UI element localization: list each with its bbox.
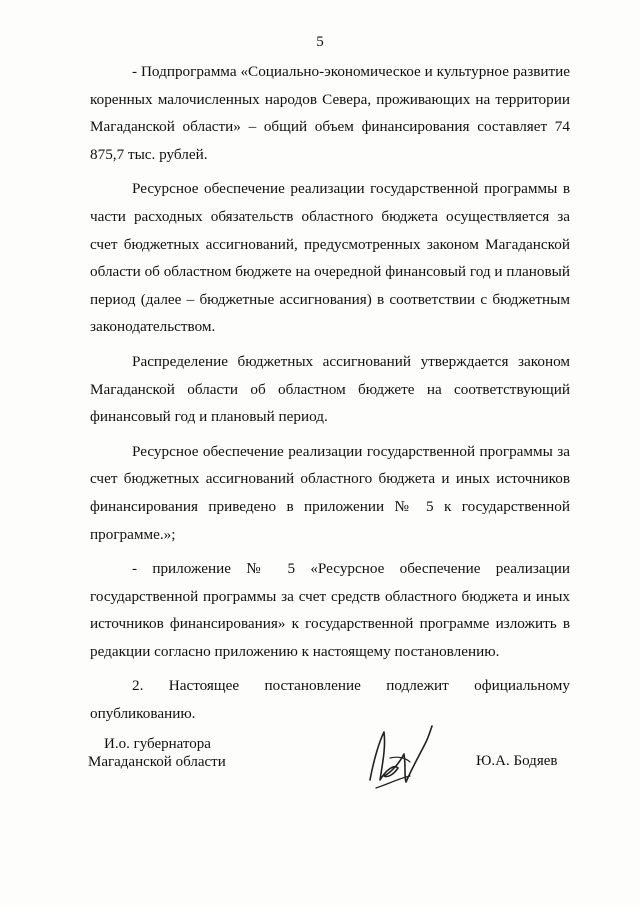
document-body [90,58,570,735]
paragraph-appendix-amendment: - приложение № 5 «Ресурсное обеспечение реализации государственной программы за счет средств областного бюджета и иных источников финансирования» к государственной программе изложить в редакции согласно приложению к настоящему постановлению. [90,560,570,660]
paragraph-resource-provision: Ресурсное обеспечение реализации государственной программы в части расходных обязательств областного бюджета осуществляется за счет бюджетных ассигнований, предусмотренных законом Магаданской области об областном бюджете на очередной финансовый год и плановый период (далее – бюджетные ассигнования) в соответствии с бюджетным законодательством. [90,180,570,336]
signatory-title-line2: Магаданской области [88,754,226,770]
paragraph-publication: 2. Настоящее постановление подлежит официальному опубликованию. [90,677,570,723]
signatory-title [88,735,226,771]
paragraph-subprogram-funding: - Подпрограмма «Социально-экономическое и культурное развитие коренных малочисленных народов Севера, проживающих на территории Магаданской области» – общий объем финансирования составляет 74 875,7 тыс. рублей. [90,63,570,163]
signatory-name: Ю.А. Бодяев [476,753,558,769]
paragraph-appendix-reference: Ресурсное обеспечение реализации государственной программы за счет бюджетных ассигнований областного бюджета и иных источников финансирования приведено в приложении № 5 к государственной программе.»; [90,442,570,543]
paragraph-allocation: Распределение бюджетных ассигнований утверждается законом Магаданской области об областном бюджете на соответствующий финансовый год и плановый период. [90,352,570,426]
signatory-title-line1: И.о. губернатора [104,736,211,752]
handwritten-signature [360,718,450,798]
page-number: 5 [316,34,324,50]
